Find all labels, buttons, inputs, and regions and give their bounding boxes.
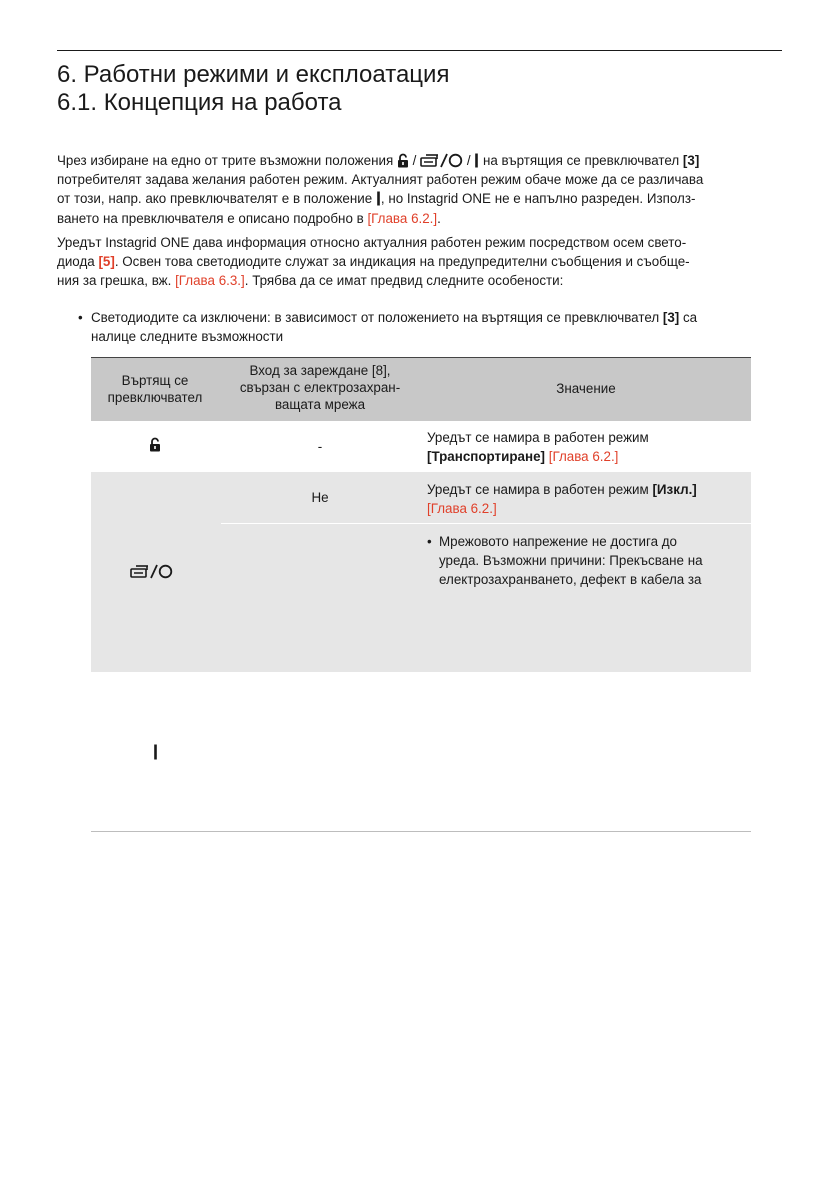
table-header [91,357,751,422]
header-rule [57,50,782,51]
battery-icon [420,153,440,168]
slash-icon [440,153,448,168]
row1-meaning: Уредът се намира в работен режим [Транспортиране] [Глава 6.2.] [427,430,649,465]
lock-icon [149,437,161,452]
header-charging-input: Вход за зареждане [8], свързан с електрозахран- ващата мрежа [239,363,401,412]
intro-paragraph: Чрез избиране на едно от трите възможни положения / / на въртящия се превключвател [3] потребителят задава желания работен режим. Актуалният работен режим обаче може да се различава от този, напр. ако превключвателят е в положение , но Instagrid ONE не е напълно разреден. Използ- ването на превключвателя е описано подробно в [Глава 6.2.]. [57,153,704,226]
off-circle-icon [448,153,463,168]
chapter-link[interactable]: [Глава 6.2.] [427,501,497,517]
chapter-link[interactable]: [Глава 6.2.] [548,449,619,465]
chapter-title: 6. Работни режими и експлоатация [57,61,450,88]
table-row [91,673,751,832]
lock-icon [397,153,409,168]
row2-causes: • Мрежовото напрежение не достига до уреда. Възможни причини: Прекъсване на електрозахранването, дефект в кабела за [427,534,703,588]
bullet-dot: • [78,310,83,325]
battery-icon [130,564,150,579]
section-title: 6.1. Концепция на работа [57,89,342,116]
on-bar-icon [153,744,158,760]
row2-meaning: Уредът се намира в работен режим [Изкл.] [Глава 6.2.] [427,482,697,517]
switch-position-off [130,563,173,581]
header-switch: Въртящ се превключвател [107,373,203,405]
bullet-dot: • [427,534,432,549]
chapter-link[interactable]: [Глава 6.2.] [367,210,438,226]
row-divider [221,523,751,524]
table-bottom-rule [91,831,751,832]
row1-charging: - [317,439,323,454]
led-off-bullet: • Светодиодите са изключени: в зависимост от положението на въртящия се превключвател [3] са налице следните възможности [78,310,698,345]
off-circle-icon [158,564,173,579]
row2-charging: Не [311,490,329,505]
chapter-link[interactable]: [Глава 6.3.] [175,273,245,289]
slash-icon [150,564,158,579]
led-paragraph: Уредът Instagrid ONE дава информация относно актуалния работен режим посредством осем свето- диода [5]. Освен това светодиодите служат за индикация на предупредителни съобщения и съобще- ния за грешка, вж. [Глава 6.3.]. Трябва да се имат предвид следните особености: [57,235,690,289]
header-meaning: Значение [556,381,616,396]
